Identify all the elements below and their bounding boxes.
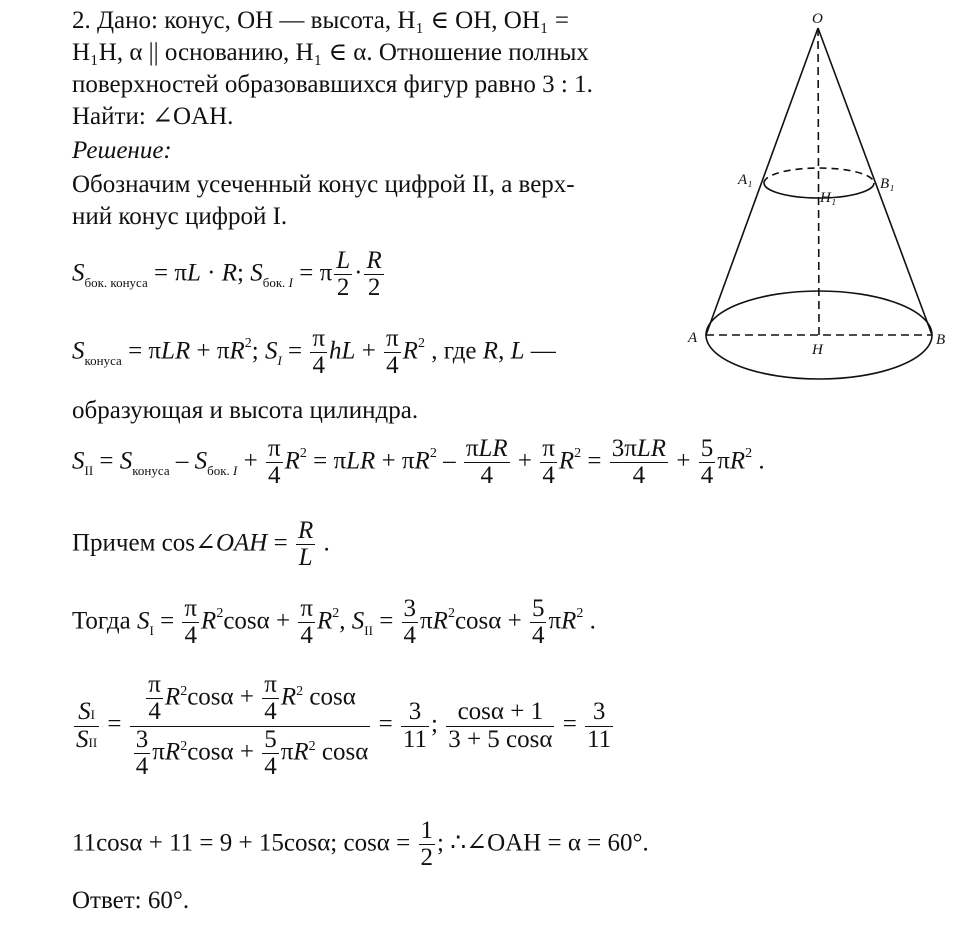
label-a1: A₁ xyxy=(738,172,753,188)
answer-line: Ответ: 60°. xyxy=(72,887,190,914)
formula-then: Тогда $S_I$ = $\frac{\pi}{4}$ $R^2\cos\alpha$ + $\frac{\pi}{4}$ $R^2$, $S_{II}$ = $\frac{3}{4}$ $\pi R^2\cos\alpha$ + $\frac{5}{4}$ $\pi R^2$ . xyxy=(72,595,596,650)
formula-ratio: $\frac{SI}{\text{SII}}$ = $\frac{\pi}{4}$ $R^2\cos\alpha$ + $\frac{\pi}{4}$ $R^2$ cosα $\frac{3}{4}$ $\pi R^2\cos\alpha$ + $\frac{5}{4}$ $\pi R^2$ cosα = $\frac{3}{11}$ ; $\frac{\cos\alpha + 1}{3 + 5 \cos\alpha}$ = $\frac{3}{11}$ xyxy=(76,671,612,780)
label-h1: H₁ xyxy=(820,190,837,206)
label-b1: B₁ xyxy=(880,176,895,192)
edge-ob xyxy=(818,28,932,335)
label-h: H xyxy=(812,342,823,358)
problem-line-2: H₁H, α || основанию, H₁ ∈ α. Отношение полных xyxy=(72,39,589,66)
solution-heading: Решение: xyxy=(72,137,172,164)
label-a: A xyxy=(688,330,698,346)
solution-text-3: образующая и высота цилиндра. xyxy=(72,397,419,424)
axis-oh xyxy=(818,28,819,335)
formula-lateral-areas: $S_{бок. конуса} = \pi L \cdot R$; $S_{бок. I} = \pi$ $\frac{L}{2}$ · $\frac{R}{2}$ xyxy=(72,247,382,302)
formula-final: 11cosα + 11 = 9 + 15cosα; cosα = $\frac{1}{2}$ ; ∴∠OAH = α = 60°. xyxy=(72,817,649,872)
solution-text-1: Обозначим усеченный конус цифрой II, а верх- xyxy=(72,171,575,198)
cone-figure xyxy=(680,10,966,385)
formula-s-two: $S_{II} = S_{конуса} - S_{бок. I}$ + $\frac{\pi}{4}$ $R^2 = \pi LR + \pi R^2$ – $\frac{\text{πLR}}{4}$ + $\frac{\pi}{4}$ $R^2$ = $\frac{\text{3πLR}}{4}$ + $\frac{5}{4}$ $\pi R^2$ . xyxy=(72,435,765,490)
edge-oa xyxy=(706,28,818,335)
problem-line-1: 2. Дано: конус, OH — высота, H₁ ∈ OH, OH₁ = xyxy=(72,7,569,34)
find-line: Найти: ∠OAH. xyxy=(72,103,234,130)
label-b: B xyxy=(936,332,946,348)
formula-total-areas: $S_{конуса} = \pi LR + \pi R^2$; $S_I$ = $\frac{\pi}{4}$ hL + $\frac{\pi}{4}$ $R^2$ , где R, L — xyxy=(72,325,556,380)
solution-text-2: ний конус цифрой I. xyxy=(72,203,288,230)
problem-line-3: поверхностей образовавшихся фигур равно 3 : 1. xyxy=(72,71,593,98)
formula-cos: Причем cos∠OAH = $\frac{R}{L}$ . xyxy=(72,517,330,572)
label-o: O xyxy=(812,11,823,27)
